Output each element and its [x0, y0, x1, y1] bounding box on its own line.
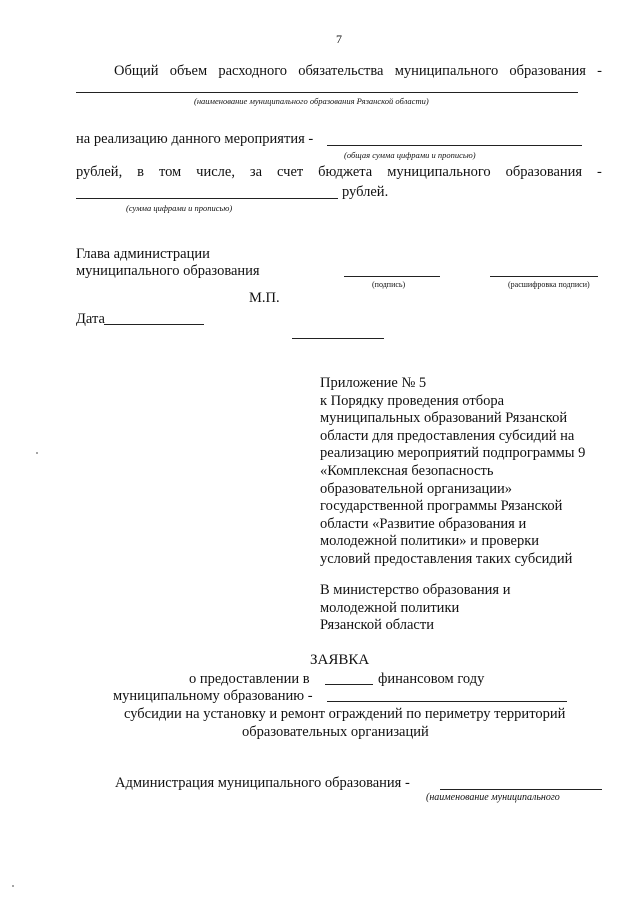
paragraph1-word: расходного	[218, 63, 288, 79]
separator-line	[292, 338, 384, 339]
subject-line2: образовательных организаций	[242, 724, 429, 740]
paragraph3-word: в	[137, 164, 144, 180]
signature-decode-hint: (расшифровка подписи)	[508, 280, 590, 289]
appendix-line: области для предоставления субсидий на	[320, 427, 575, 444]
municipality-blank-line	[327, 701, 567, 702]
paragraph1-word: муниципального	[394, 63, 499, 79]
paragraph3-word: бюджета	[318, 164, 373, 180]
scan-speck	[12, 885, 14, 887]
appendix-line: «Комплексная безопасность	[320, 462, 494, 479]
appendix-line: области «Развитие образования и	[320, 515, 527, 532]
addressee-line: В министерство образования и	[320, 582, 511, 598]
date-line	[104, 324, 204, 325]
appendix-line: Приложение № 5	[320, 375, 427, 391]
municipality-name-hint: (наименование муниципального образования Рязанской области)	[194, 96, 429, 106]
paragraph1-word: -	[597, 63, 602, 79]
administration-label: Администрация муниципального образования -	[115, 775, 410, 791]
paragraph1-word: объем	[169, 63, 208, 79]
municipality-name-line	[76, 92, 578, 93]
addressee-block	[320, 582, 510, 635]
appendix-line: государственной программы Рязанской	[320, 498, 563, 515]
signature-hint: (подпись)	[372, 280, 406, 289]
total-amount-line	[327, 145, 582, 146]
administration-blank-line	[440, 789, 602, 790]
budget-amount-line	[76, 198, 338, 199]
paragraph-total-obligation	[114, 63, 602, 80]
signature-decode-line	[490, 276, 598, 277]
paragraph3-word: числе,	[196, 164, 235, 180]
paragraph3-word: за	[249, 164, 263, 180]
application-year-suffix: финансовом году	[378, 671, 485, 687]
head-of-administration-line1: Глава администрации	[76, 246, 210, 262]
application-year-prefix: о предоставлении в	[189, 671, 310, 687]
appendix-heading	[320, 375, 585, 569]
appendix-line: образовательной организации»	[320, 480, 513, 497]
appendix-line: реализацию мероприятий подпрограммы 9	[320, 445, 586, 462]
stamp-label: М.П.	[249, 290, 280, 306]
subject-line1: субсидии на установку и ремонт ограждений по периметру территорий	[124, 706, 566, 722]
year-blank-line	[325, 684, 373, 685]
paragraph3-word: муниципального	[387, 164, 491, 180]
date-label: Дата	[76, 311, 105, 327]
paragraph-budget-share	[76, 164, 602, 181]
paragraph3-word: -	[597, 164, 602, 180]
budget-amount-hint: (сумма цифрами и прописью)	[126, 203, 233, 213]
application-title: ЗАЯВКА	[310, 652, 370, 668]
paragraph3-word: том	[158, 164, 182, 180]
administration-hint: (наименование муниципального	[426, 792, 560, 803]
signature-line	[344, 276, 440, 277]
paragraph1-word: Общий	[114, 63, 159, 79]
paragraph-implementation: на реализацию данного мероприятия -	[76, 131, 314, 147]
addressee-line: молодежной политики	[320, 599, 460, 616]
rubles-label: рублей.	[342, 184, 389, 200]
paragraph1-word: обязательства	[298, 63, 384, 79]
page-number: 7	[336, 32, 342, 46]
paragraph3-word: образования	[505, 164, 583, 180]
head-of-administration-line2: муниципального образования	[76, 263, 260, 279]
appendix-line: муниципальных образований Рязанской	[320, 410, 568, 427]
scan-speck	[36, 452, 38, 454]
addressee-line: Рязанской области	[320, 617, 434, 634]
appendix-line: условий предоставления таких субсидий	[320, 550, 573, 567]
paragraph3-word: рублей,	[76, 164, 123, 180]
total-amount-hint: (общая сумма цифрами и прописью)	[344, 150, 476, 160]
appendix-line: молодежной политики» и проверки	[320, 533, 540, 550]
appendix-line: к Порядку проведения отбора	[320, 392, 505, 409]
municipality-label: муниципальному образованию -	[113, 688, 313, 704]
paragraph1-word: образования	[509, 63, 586, 79]
paragraph3-word: счет	[277, 164, 304, 180]
